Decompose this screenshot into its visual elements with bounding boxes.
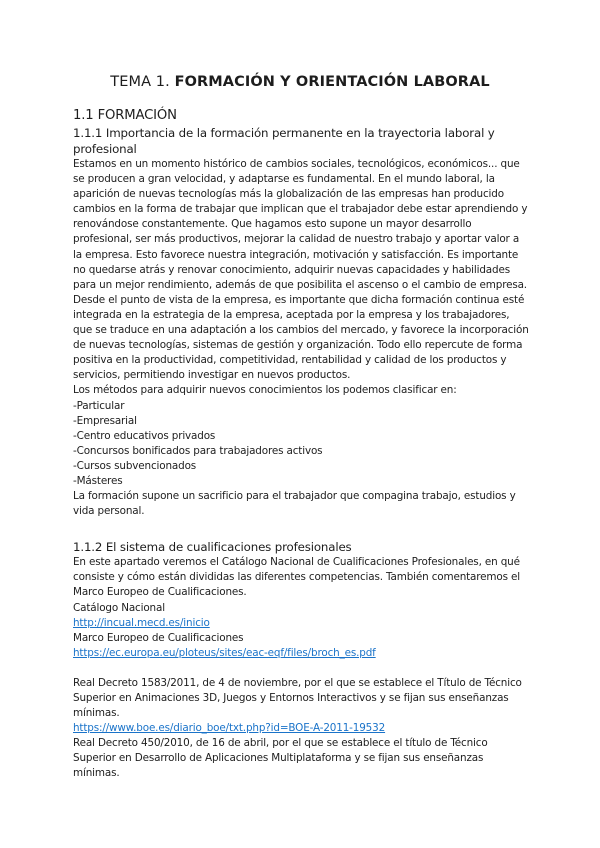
list-item: -Particular bbox=[73, 399, 125, 412]
marco-label: Marco Europeo de Cualificaciones bbox=[73, 631, 244, 644]
subsection-heading-2: 1.1.2 El sistema de cualificaciones profesionales bbox=[73, 540, 352, 555]
paragraph: Desde el punto de vista de la empresa, es importante que dicha formación continua esté integrada en la estrategia de la empresa, aceptada por la empresa y los trabajadores, que se traduce en una adaptación a los cambios del mercado, y favorece la incorporación de nuevas tecnologías, sistemas de gestión y organización. Todo ello repercute de forma positiva en la productividad, competitividad, rentabilidad y calidad de los productos y servicios, permitiendo investigar en nuevos productos. bbox=[73, 293, 529, 382]
catalogo-label: Catálogo Nacional bbox=[73, 601, 165, 614]
list-item: -Másteres bbox=[73, 474, 123, 487]
document-title bbox=[0, 74, 600, 90]
catalogo-link[interactable]: http://incual.mecd.es/inicio bbox=[73, 616, 210, 629]
list-item: -Concursos bonificados para trabajadores activos bbox=[73, 444, 323, 457]
list-item: -Centro educativos privados bbox=[73, 429, 216, 442]
title-bold: FORMACIÓN Y ORIENTACIÓN LABORAL bbox=[174, 74, 490, 90]
paragraph: En este apartado veremos el Catálogo Nacional de Cualificaciones Profesionales, en qué consiste y cómo están divididas las diferentes competencias. También comentaremos el Marco Europeo de Cualificaciones. bbox=[73, 556, 520, 599]
paragraph: Los métodos para adquirir nuevos conocimientos los podemos clasificar en: bbox=[73, 384, 457, 397]
section-heading: 1.1 FORMACIÓN bbox=[73, 108, 177, 123]
list-item: -Cursos subvencionados bbox=[73, 459, 197, 472]
real-decreto-2: Real Decreto 450/2010, de 16 de abril, por el que se establece el título de Técnico Superior en Desarrollo de Aplicaciones Multiplataforma y se fijan sus enseñanzas mínimas. bbox=[73, 737, 488, 780]
paragraph: La formación supone un sacrificio para el trabajador que compagina trabajo, estudios y vida personal. bbox=[73, 490, 516, 518]
marco-link[interactable]: https://ec.europa.eu/ploteus/sites/eac-eqf/files/broch_es.pdf bbox=[73, 646, 376, 659]
title-prefix: TEMA 1. bbox=[110, 74, 170, 90]
real-decreto-1: Real Decreto 1583/2011, de 4 de noviembre, por el que se establece el Título de Técnico Superior en Animaciones 3D, Juegos y Entornos Interactivos y se fijan sus enseñanzas mínimas. bbox=[73, 676, 522, 720]
paragraph: Estamos en un momento histórico de cambios sociales, tecnológicos, económicos... que se producen a gran velocidad, y adaptarse es fundamental. En el mundo laboral, la aparición de nuevas tecnologías más la globalización de las empresas han producido cambios en la forma de trabajar que implican que el trabajador debe estar aprendiendo y renovándose constantemente. Que hagamos esto supone un mayor desarrollo profesional, ser más productivos, mejorar la calidad de nuestro trabajo y aportar valor a la empresa. Esto favorece nuestra integración, motivación y satisfacción. Es importante no quedarse atrás y renovar conocimiento, adquirir nuevas capacidades y habilidades para un mejor rendimiento, además de que posibilita el ascenso o el cambio de empresa. bbox=[73, 158, 528, 291]
document-body bbox=[73, 108, 529, 782]
boe-link[interactable]: https://www.boe.es/diario_boe/txt.php?id=BOE-A-2011-19532 bbox=[73, 722, 386, 735]
list-item: -Empresarial bbox=[73, 414, 137, 427]
subsection-heading-1: 1.1.1 Importancia de la formación permanente en la trayectoria laboral y profesional bbox=[73, 126, 495, 156]
spacer bbox=[73, 661, 529, 676]
